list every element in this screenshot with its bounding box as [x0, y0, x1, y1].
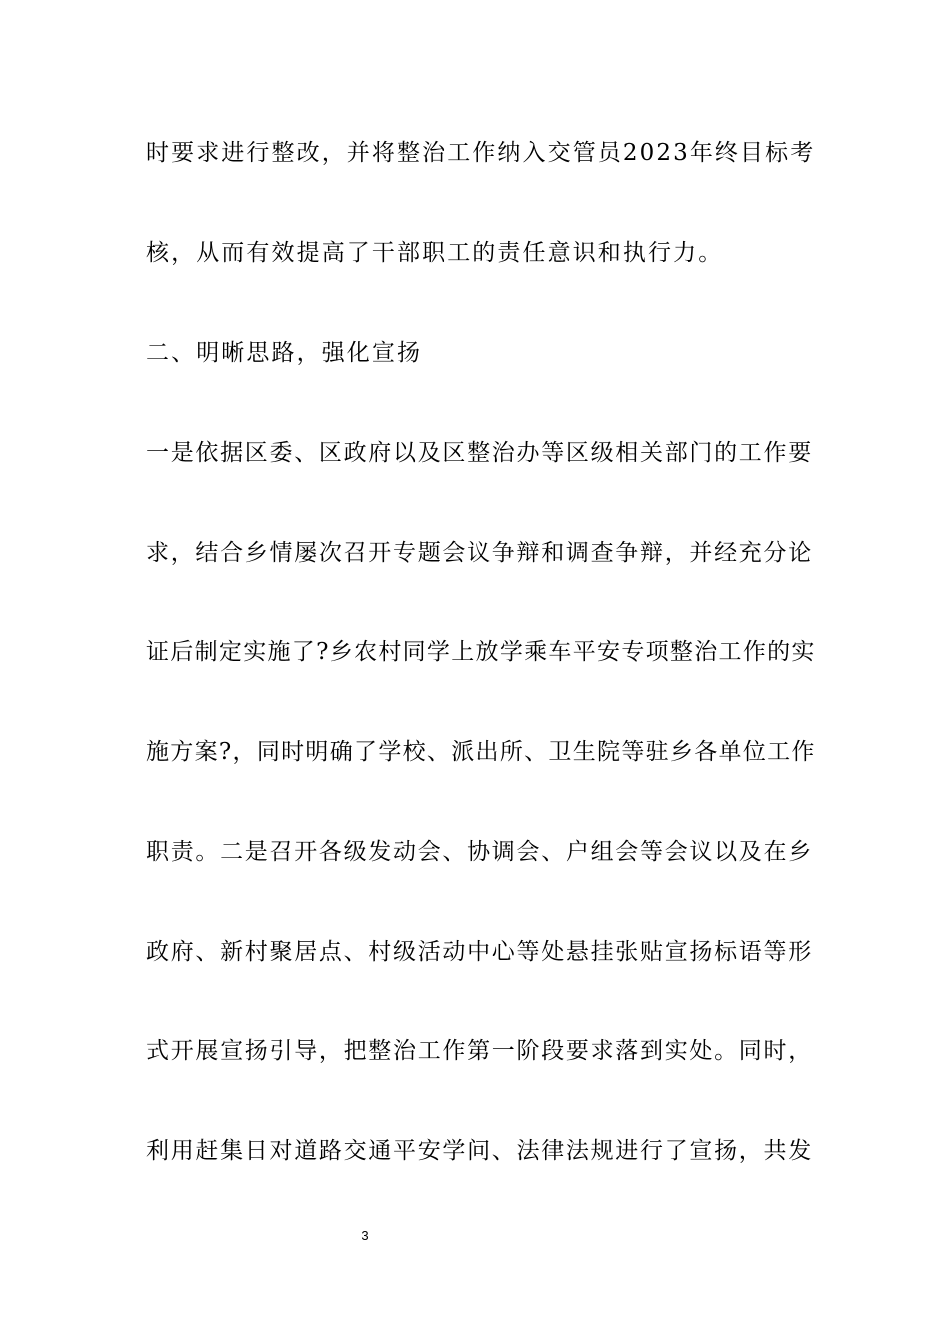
- body-text-line: 证后制定实施了?乡农村同学上放学乘车平安专项整治工作的实: [146, 639, 816, 665]
- page-number: 3: [361, 1228, 369, 1243]
- body-text-line: 职责。二是召开各级发动会、协调会、户组会等会议以及在乡: [146, 839, 813, 865]
- body-text-line: 求，结合乡情屡次召开专题会议争辩和调查争辩，并经充分论: [146, 540, 813, 566]
- body-text-line: 式开展宣扬引导，把整治工作第一阶段要求落到实处。同时，: [146, 1038, 813, 1064]
- body-text-line: 核，从而有效提高了干部职工的责任意识和执行力。: [146, 240, 724, 266]
- body-text-line: 时要求进行整改，并将整治工作纳入交管员2023年终目标考: [146, 140, 816, 166]
- body-text-line: 施方案?，同时明确了学校、派出所、卫生院等驻乡各单位工作: [146, 739, 816, 765]
- body-text-line: 政府、新村聚居点、村级活动中心等处悬挂张贴宣扬标语等形: [146, 939, 813, 965]
- body-text-line: 利用赶集日对道路交通平安学问、法律法规进行了宣扬，共发: [146, 1138, 813, 1164]
- section-heading: 二、明晰思路，强化宣扬: [146, 340, 423, 366]
- body-text-line: 一是依据区委、区政府以及区整治办等区级相关部门的工作要: [146, 440, 813, 466]
